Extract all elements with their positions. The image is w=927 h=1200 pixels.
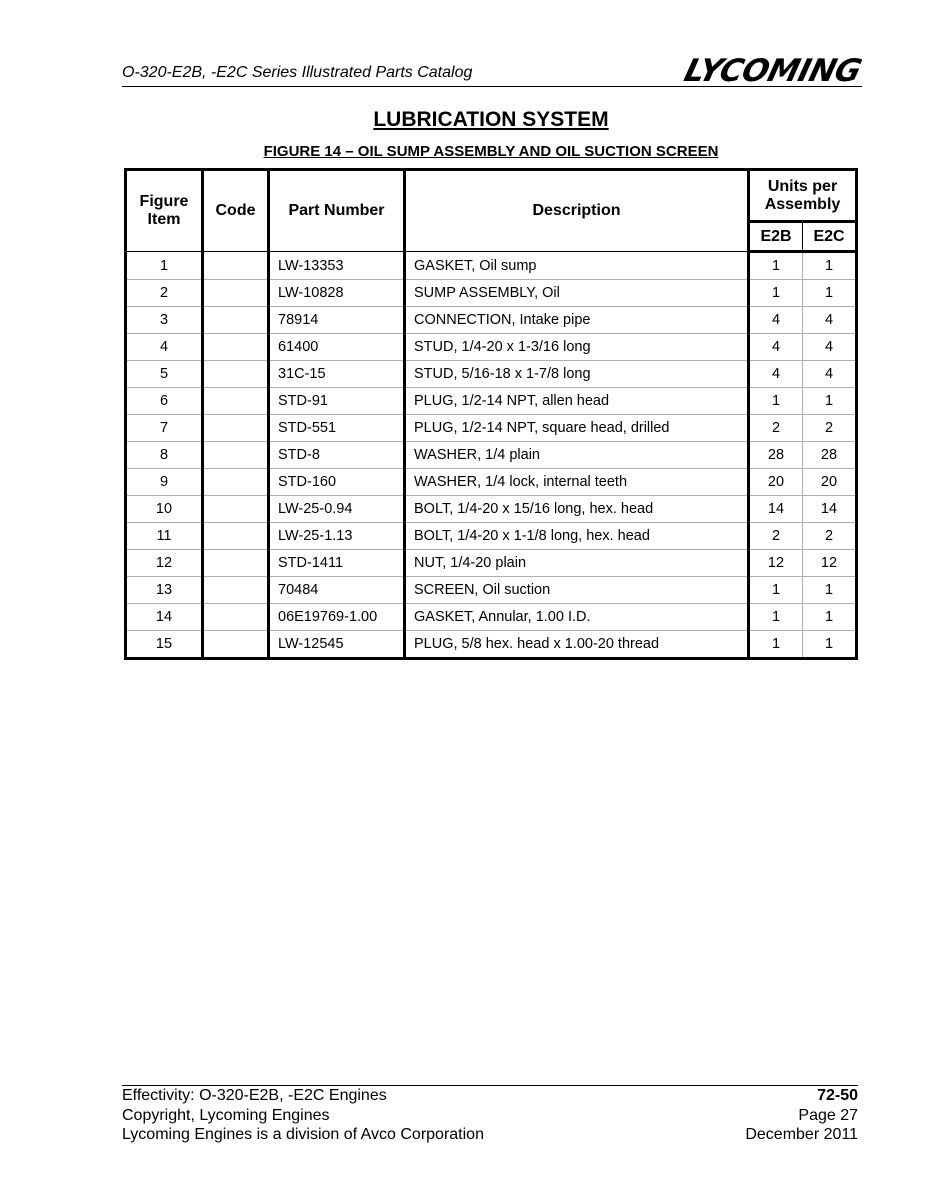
cell-figure-item: 10 xyxy=(126,496,203,523)
footer-page-number: Page 27 xyxy=(798,1106,858,1124)
cell-e2c-qty: 1 xyxy=(803,252,857,280)
cell-figure-item: 8 xyxy=(126,442,203,469)
cell-part-number: LW-25-0.94 xyxy=(269,496,405,523)
cell-part-number: STD-160 xyxy=(269,469,405,496)
cell-e2b-qty: 1 xyxy=(749,280,803,307)
cell-code xyxy=(203,631,269,659)
cell-code xyxy=(203,415,269,442)
catalog-title: O-320-E2B, -E2C Series Illustrated Parts Catalog xyxy=(122,64,473,81)
header-code: Code xyxy=(203,170,269,252)
cell-description: GASKET, Annular, 1.00 I.D. xyxy=(405,604,749,631)
table-row xyxy=(126,550,857,577)
cell-code xyxy=(203,496,269,523)
table-row xyxy=(126,496,857,523)
header-e2b: E2B xyxy=(749,222,803,252)
cell-code xyxy=(203,361,269,388)
parts-table xyxy=(124,168,858,660)
page-footer xyxy=(122,1085,858,1145)
cell-description: STUD, 1/4-20 x 1-3/16 long xyxy=(405,334,749,361)
cell-e2b-qty: 1 xyxy=(749,252,803,280)
cell-e2b-qty: 1 xyxy=(749,577,803,604)
cell-e2b-qty: 1 xyxy=(749,631,803,659)
cell-part-number: STD-8 xyxy=(269,442,405,469)
cell-e2c-qty: 14 xyxy=(803,496,857,523)
cell-e2c-qty: 20 xyxy=(803,469,857,496)
cell-part-number: STD-91 xyxy=(269,388,405,415)
cell-figure-item: 3 xyxy=(126,307,203,334)
cell-e2b-qty: 20 xyxy=(749,469,803,496)
cell-code xyxy=(203,550,269,577)
header-figure-item: Figure Item xyxy=(126,170,203,252)
cell-figure-item: 2 xyxy=(126,280,203,307)
table-row xyxy=(126,334,857,361)
cell-e2c-qty: 2 xyxy=(803,523,857,550)
cell-description: NUT, 1/4-20 plain xyxy=(405,550,749,577)
table-row xyxy=(126,604,857,631)
cell-e2c-qty: 1 xyxy=(803,631,857,659)
cell-description: SUMP ASSEMBLY, Oil xyxy=(405,280,749,307)
table-row xyxy=(126,307,857,334)
page-header xyxy=(122,53,865,89)
cell-e2b-qty: 1 xyxy=(749,388,803,415)
table-row xyxy=(126,442,857,469)
cell-description: BOLT, 1/4-20 x 15/16 long, hex. head xyxy=(405,496,749,523)
cell-description: PLUG, 1/2-14 NPT, allen head xyxy=(405,388,749,415)
cell-description: STUD, 5/16-18 x 1-7/8 long xyxy=(405,361,749,388)
cell-e2b-qty: 14 xyxy=(749,496,803,523)
cell-description: SCREEN, Oil suction xyxy=(405,577,749,604)
cell-figure-item: 15 xyxy=(126,631,203,659)
cell-code xyxy=(203,523,269,550)
lycoming-logo: LYCOMING xyxy=(680,53,865,89)
cell-e2b-qty: 2 xyxy=(749,415,803,442)
cell-code xyxy=(203,577,269,604)
cell-description: GASKET, Oil sump xyxy=(405,252,749,280)
cell-part-number: 06E19769-1.00 xyxy=(269,604,405,631)
table-row xyxy=(126,415,857,442)
section-title: LUBRICATION SYSTEM xyxy=(373,108,609,131)
header-part-number: Part Number xyxy=(269,170,405,252)
table-row xyxy=(126,388,857,415)
cell-e2c-qty: 1 xyxy=(803,280,857,307)
cell-part-number: LW-10828 xyxy=(269,280,405,307)
cell-e2c-qty: 4 xyxy=(803,307,857,334)
cell-description: CONNECTION, Intake pipe xyxy=(405,307,749,334)
cell-figure-item: 6 xyxy=(126,388,203,415)
cell-description: BOLT, 1/4-20 x 1-1/8 long, hex. head xyxy=(405,523,749,550)
figure-title: FIGURE 14 – OIL SUMP ASSEMBLY AND OIL SUCTION SCREEN xyxy=(263,143,719,160)
table-row xyxy=(126,577,857,604)
footer-chapter: 72-50 xyxy=(817,1087,858,1104)
cell-e2b-qty: 2 xyxy=(749,523,803,550)
cell-e2c-qty: 1 xyxy=(803,604,857,631)
table-row xyxy=(126,361,857,388)
cell-e2c-qty: 1 xyxy=(803,577,857,604)
cell-code xyxy=(203,307,269,334)
header-units-per-assembly: Units per Assembly xyxy=(749,170,857,222)
cell-figure-item: 11 xyxy=(126,523,203,550)
cell-figure-item: 9 xyxy=(126,469,203,496)
cell-figure-item: 5 xyxy=(126,361,203,388)
cell-e2c-qty: 2 xyxy=(803,415,857,442)
cell-description: PLUG, 1/2-14 NPT, square head, drilled xyxy=(405,415,749,442)
cell-e2c-qty: 4 xyxy=(803,361,857,388)
cell-part-number: LW-12545 xyxy=(269,631,405,659)
cell-figure-item: 12 xyxy=(126,550,203,577)
table-row xyxy=(126,631,857,659)
cell-description: WASHER, 1/4 plain xyxy=(405,442,749,469)
cell-e2b-qty: 1 xyxy=(749,604,803,631)
cell-figure-item: 4 xyxy=(126,334,203,361)
cell-code xyxy=(203,252,269,280)
cell-part-number: LW-13353 xyxy=(269,252,405,280)
cell-e2b-qty: 4 xyxy=(749,361,803,388)
table-row xyxy=(126,469,857,496)
footer-date: December 2011 xyxy=(745,1126,858,1143)
footer-effectivity: Effectivity: O-320-E2B, -E2C Engines xyxy=(122,1087,387,1104)
footer-division: Lycoming Engines is a division of Avco Corporation xyxy=(122,1126,484,1143)
cell-code xyxy=(203,334,269,361)
cell-part-number: LW-25-1.13 xyxy=(269,523,405,550)
table-row xyxy=(126,523,857,550)
cell-description: WASHER, 1/4 lock, internal teeth xyxy=(405,469,749,496)
cell-e2b-qty: 4 xyxy=(749,307,803,334)
cell-figure-item: 14 xyxy=(126,604,203,631)
parts-table-body xyxy=(126,252,857,659)
cell-e2b-qty: 28 xyxy=(749,442,803,469)
cell-code xyxy=(203,388,269,415)
cell-description: PLUG, 5/8 hex. head x 1.00-20 thread xyxy=(405,631,749,659)
table-row xyxy=(126,252,857,280)
cell-code xyxy=(203,604,269,631)
cell-figure-item: 7 xyxy=(126,415,203,442)
cell-e2b-qty: 4 xyxy=(749,334,803,361)
cell-e2c-qty: 12 xyxy=(803,550,857,577)
cell-part-number: 78914 xyxy=(269,307,405,334)
cell-figure-item: 13 xyxy=(126,577,203,604)
cell-e2b-qty: 12 xyxy=(749,550,803,577)
cell-e2c-qty: 28 xyxy=(803,442,857,469)
table-row xyxy=(126,280,857,307)
cell-part-number: 61400 xyxy=(269,334,405,361)
cell-e2c-qty: 4 xyxy=(803,334,857,361)
header-description: Description xyxy=(405,170,749,252)
cell-code xyxy=(203,442,269,469)
cell-part-number: STD-1411 xyxy=(269,550,405,577)
cell-code xyxy=(203,469,269,496)
cell-part-number: STD-551 xyxy=(269,415,405,442)
cell-code xyxy=(203,280,269,307)
header-e2c: E2C xyxy=(803,222,857,252)
cell-figure-item: 1 xyxy=(126,252,203,280)
cell-part-number: 70484 xyxy=(269,577,405,604)
cell-e2c-qty: 1 xyxy=(803,388,857,415)
footer-copyright: Copyright, Lycoming Engines xyxy=(122,1106,330,1124)
cell-part-number: 31C-15 xyxy=(269,361,405,388)
